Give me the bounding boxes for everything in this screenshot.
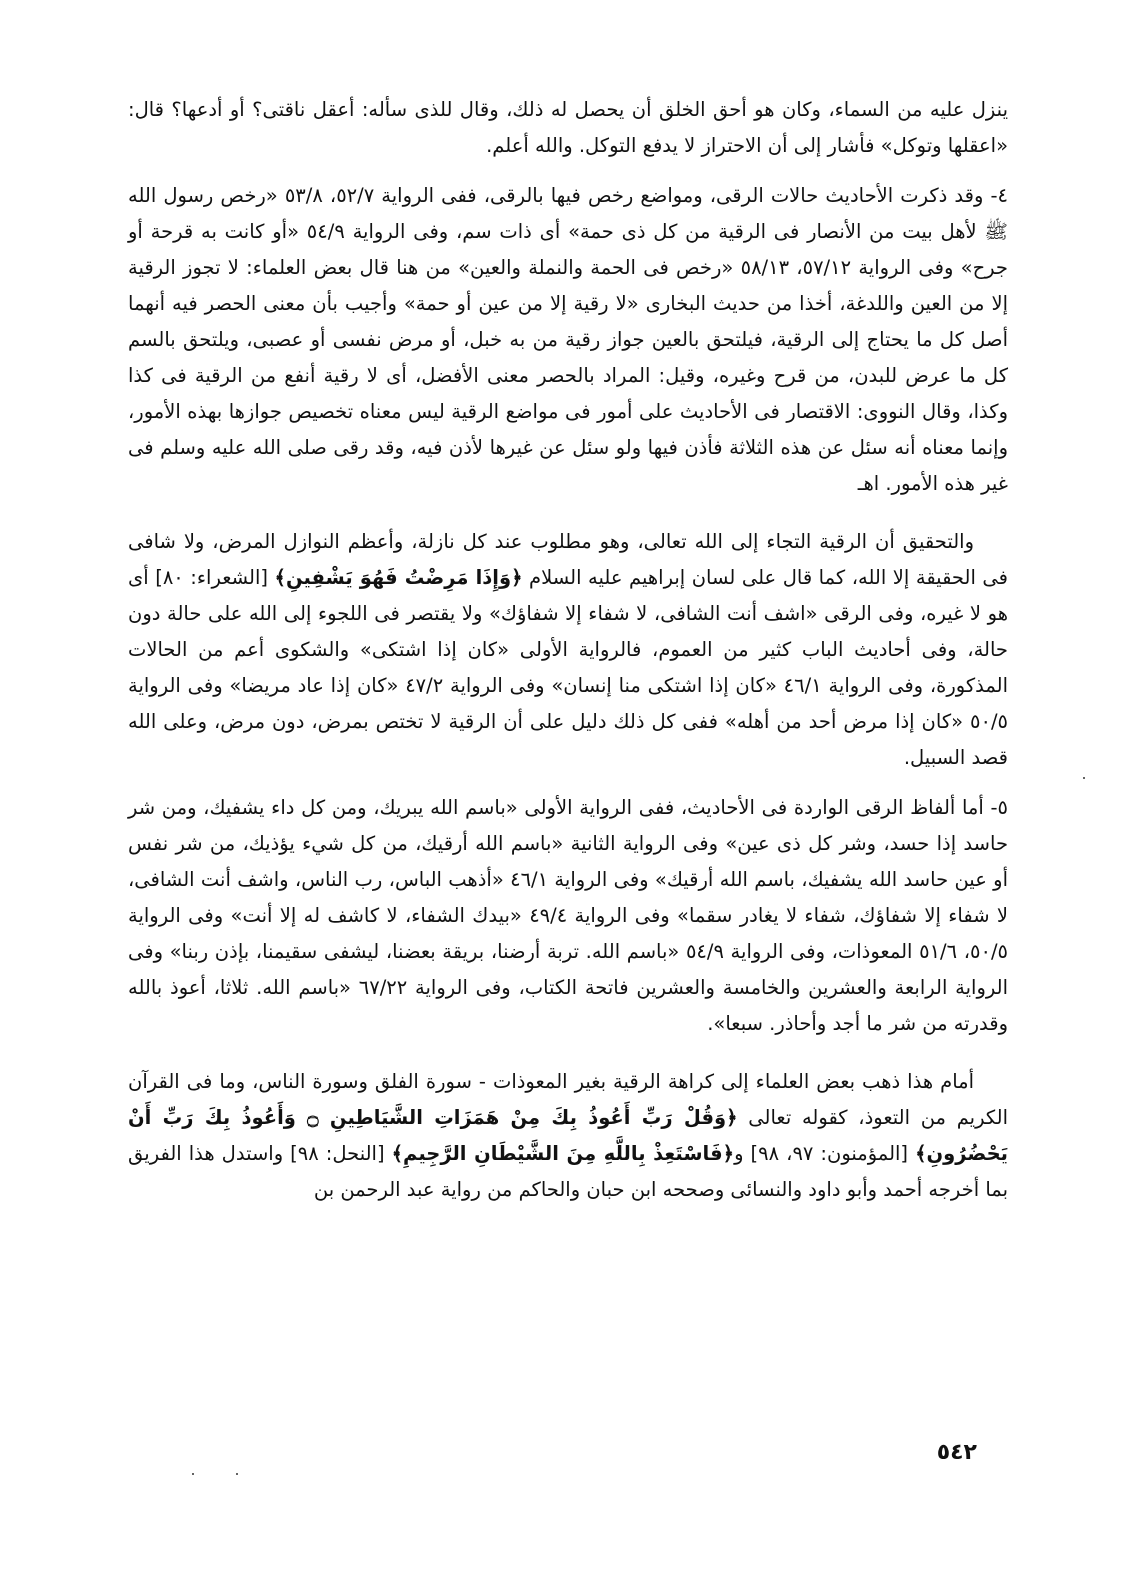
quran-verse: ﴿وَإِذَا مَرِضْتُ فَهُوَ يَشْفِينِ﴾ <box>274 566 523 589</box>
scan-speck <box>236 1473 238 1475</box>
paragraph-5 <box>128 1064 1008 1208</box>
page-number: ٥٤٢ <box>936 1440 977 1465</box>
paragraph-5-text-after: [النحل: ٩٨] واستدل هذا الفريق بما أخرجه أحمد وأبو داود والنسائى وصححه ابن حبان والحاكم من رواية عبد الرحمن بن <box>128 1142 1008 1201</box>
paragraph-3 <box>128 524 1008 776</box>
scan-speck <box>192 1473 194 1475</box>
quran-verse-2: ﴿فَاسْتَعِذْ بِاللَّهِ مِنَ الشَّيْطَانِ الرَّجِيمِ﴾ <box>391 1142 735 1165</box>
paragraph-2 <box>128 178 1008 502</box>
paragraph-1-text: ينزل عليه من السماء، وكان هو أحق الخلق أن يحصل له ذلك، وقال للذى سأله: أعقل ناقتى؟ أو أدعها؟ قال: «اعقلها وتوكل» فأشار إلى أن الاحتراز لا يدفع التوكل. والله أعلم. <box>128 98 1008 157</box>
paragraph-4 <box>128 790 1008 1042</box>
paragraph-4-text: ٥- أما ألفاظ الرقى الواردة فى الأحاديث، ففى الرواية الأولى «باسم الله يبريك، ومن كل داء يشفيك، ومن شر حاسد إذا حسد، وشر كل ذى عين» وفى الرواية الثانية «باسم الله أرقيك، من كل شيء يؤذيك، من شر نفس أو عين حاسد الله يشفيك، باسم الله أرقيك» وفى الرواية ٤٦/١ «أذهب الباس، رب الناس، واشف أنت الشافى، لا شفاء إلا شفاؤك، شفاء لا يغادر سقما» وفى الرواية ٤٩/٤ «بيدك الشفاء، لا كاشف له إلا أنت» وفى الرواية ٥٠/٥، ٥١/٦ المعوذات، وفى الرواية ٥٤/٩ «باسم الله. تربة أرضنا، بريقة بعضنا، ليشفى سقيمنا، بإذن ربنا» وفى الرواية الرابعة والعشرين والخامسة والعشرين فاتحة الكتاب، وفى الرواية ٦٧/٢٢ «باسم الله. ثلاثا، أعوذ بالله وقدرته من شر ما أجد وأحاذر. سبعا». <box>128 796 1008 1035</box>
paragraph-3-text-before: والتحقيق أن الرقية التجاء إلى الله تعالى، وهو مطلوب عند كل نازلة، وأعظم النوازل المرض، ولا شافى فى الحقيقة إلا الله، كما قال على لسان إبراهيم عليه السلام <box>128 530 1008 589</box>
paragraph-5-text-before: أمام هذا ذهب بعض العلماء إلى كراهة الرقية بغير المعوذات - سورة الفلق وسورة الناس، وما فى القرآن الكريم من التعوذ، كقوله تعالى <box>128 1070 1008 1129</box>
paragraph-3-text-after: [الشعراء: ٨٠] أى هو لا غيره، وفى الرقى «اشف أنت الشافى، لا شفاء إلا شفاؤك» ولا يقتصر فى اللجوء إلى الله على حالة دون حالة، وفى أحاديث الباب كثير من العموم، فالرواية الأولى «كان إذا اشتكى» والشكوى أعم من الحالات المذكورة، وفى الرواية ٤٦/١ «كان إذا اشتكى منا إنسان» وفى الرواية ٤٧/٢ «كان إذا عاد مريضا» وفى الرواية ٥٠/٥ «كان إذا مرض أحد من أهله» ففى كل ذلك دليل على أن الرقية لا تختص بمرض، دون مرض، وعلى الله قصد السبيل. <box>128 566 1009 769</box>
quran-verse: ﴿وَقُلْ رَبِّ أَعُوذُ بِكَ مِنْ هَمَزَاتِ الشَّيَاطِينِ ۝ وَأَعُوذُ بِكَ رَبِّ أَنْ يَحْضُرُونِ﴾ <box>128 1106 1009 1165</box>
document-page <box>128 92 1008 1208</box>
paragraph-1 <box>128 92 1008 164</box>
paragraph-5-text-middle: [المؤمنون: ٩٧، ٩٨] و <box>734 1142 909 1165</box>
scan-speck <box>1083 777 1085 779</box>
paragraph-2-text: ٤- وقد ذكرت الأحاديث حالات الرقى، ومواضع رخص فيها بالرقى، ففى الرواية ٥٢/٧، ٥٣/٨ «رخص رسول الله ﷺ لأهل بيت من الأنصار فى الرقية من كل ذى حمة» أى ذات سم، وفى الرواية ٥٤/٩ «أو كانت به قرحة أو جرح» وفى الرواية ٥٧/١٢، ٥٨/١٣ «رخص فى الحمة والنملة والعين» من هنا قال بعض العلماء: لا تجوز الرقية إلا من العين واللدغة، أخذا من حديث البخارى «لا رقية إلا من عين أو حمة» وأجيب بأن معنى الحصر فيه أنهما أصل كل ما يحتاج إلى الرقية، فيلتحق بالعين جواز رقية من به خبل، أو مرض نفسى أو عصبى، ويلتحق بالسم كل ما عرض للبدن، من قرح وغيره، وقيل: المراد بالحصر معنى الأفضل، أى لا رقية أنفع من الرقية فى كذا وكذا، وقال النووى: الاقتصار فى الأحاديث على أمور فى مواضع الرقية ليس معناه تخصيص جوازها بهذه الأمور، وإنما معناه أنه سئل عن هذه الثلاثة فأذن فيها ولو سئل عن غيرها لأذن فيه، وقد رقى صلى الله عليه وسلم فى غير هذه الأمور. اهـ <box>128 184 1008 495</box>
